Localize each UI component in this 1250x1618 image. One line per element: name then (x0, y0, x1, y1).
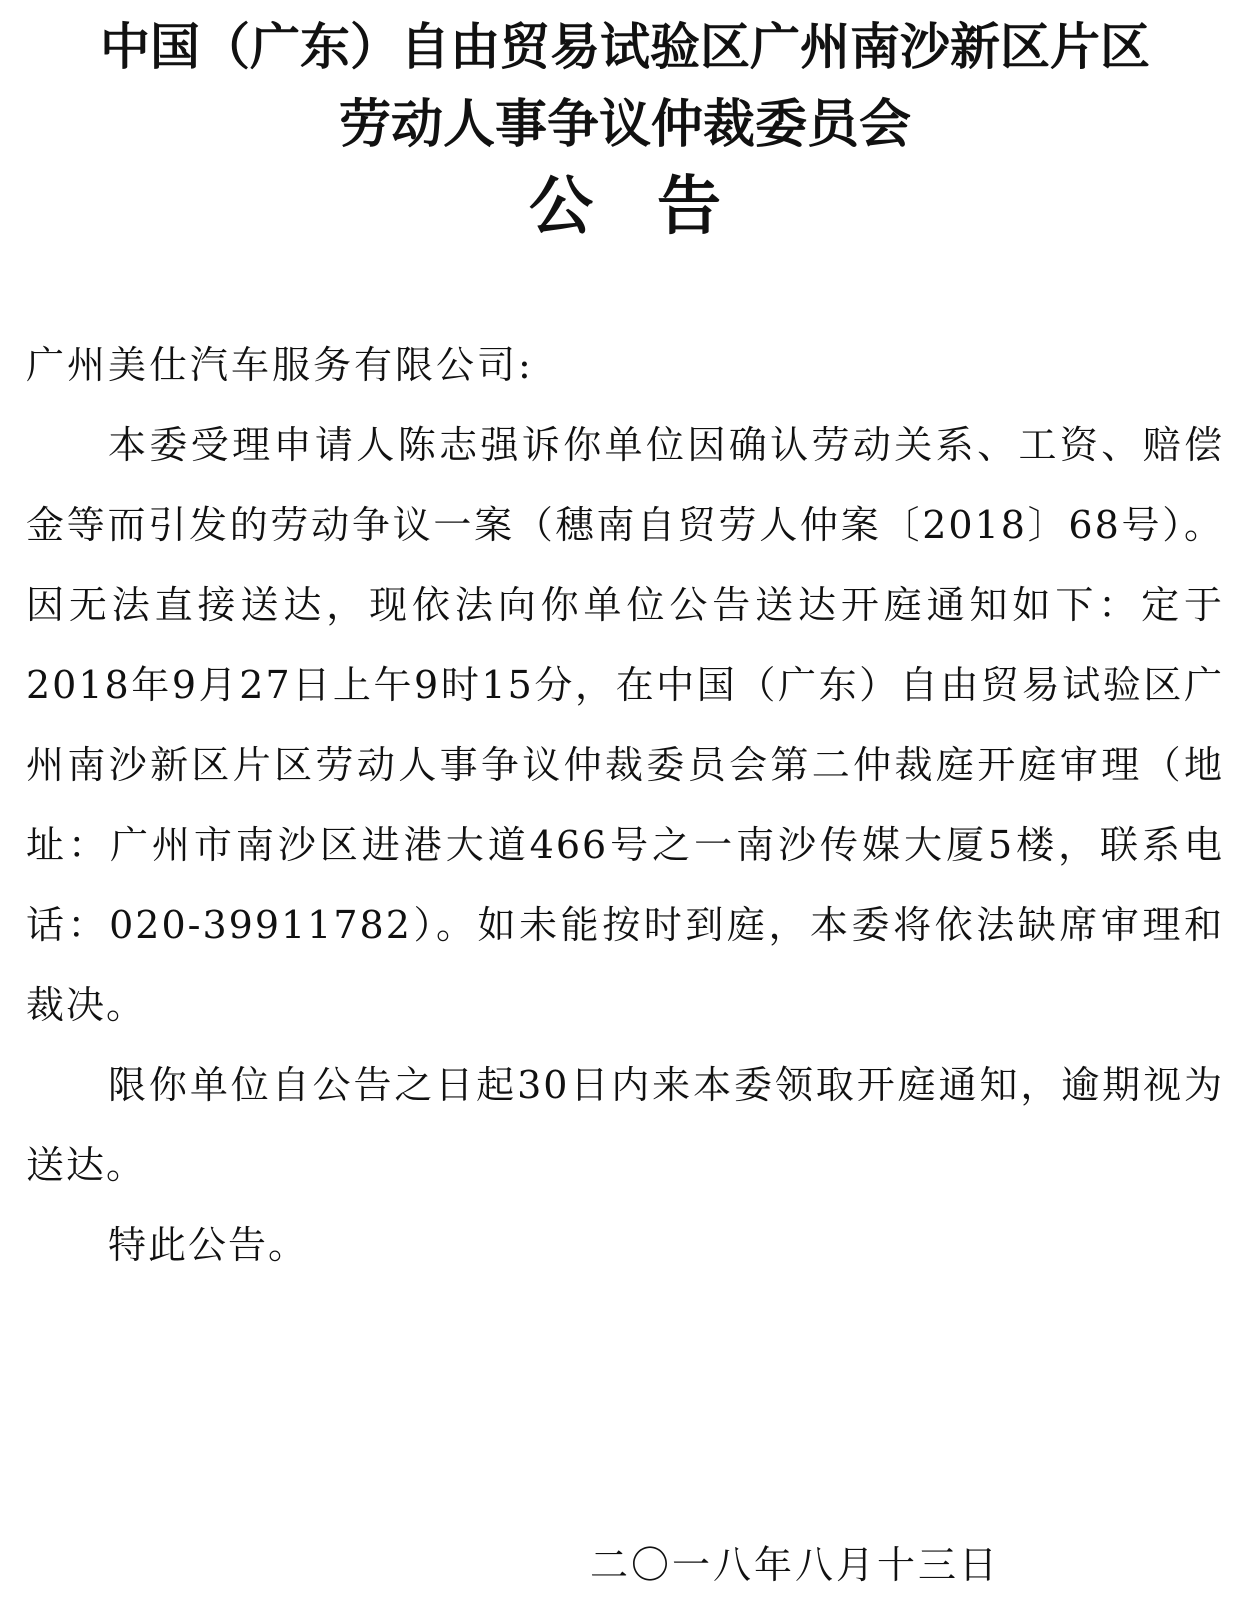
organization-name-line-1: 中国（广东）自由贸易试验区广州南沙新区片区 (100, 17, 1150, 76)
paragraph-hearing-notice: 本委受理申请人陈志强诉你单位因确认劳动关系、工资、赔偿金等而引发的劳动争议一案（穗南自贸劳人仲案〔2018〕68号）。因无法直接送达，现依法向你单位公告送达开庭通知如下：定于2018年9月27日上午9时15分，在中国（广东）自由贸易试验区广州南沙新区片区劳动人事争议仲裁委员会第二仲裁庭开庭审理（地址：广州市南沙区进港大道466号之一南沙传媒大厦5楼，联系电话：020-39911782）。如未能按时到庭，本委将依法缺席审理和裁决。 (26, 423, 1224, 1027)
paragraph-collection-deadline: 限你单位自公告之日起30日内来本委领取开庭通知，逾期视为送达。 (26, 1063, 1224, 1187)
addressee: 广州美仕汽车服务有限公司: (26, 343, 534, 387)
document-title: 公告 (529, 169, 785, 244)
issue-date: 二〇一八年八月十三日 (590, 1543, 1001, 1587)
notice-body (26, 325, 1224, 1285)
organization-name-line-2: 劳动人事争议仲裁委员会 (338, 94, 911, 155)
closing-statement: 特此公告。 (108, 1223, 309, 1267)
notice-header (0, 8, 1250, 252)
